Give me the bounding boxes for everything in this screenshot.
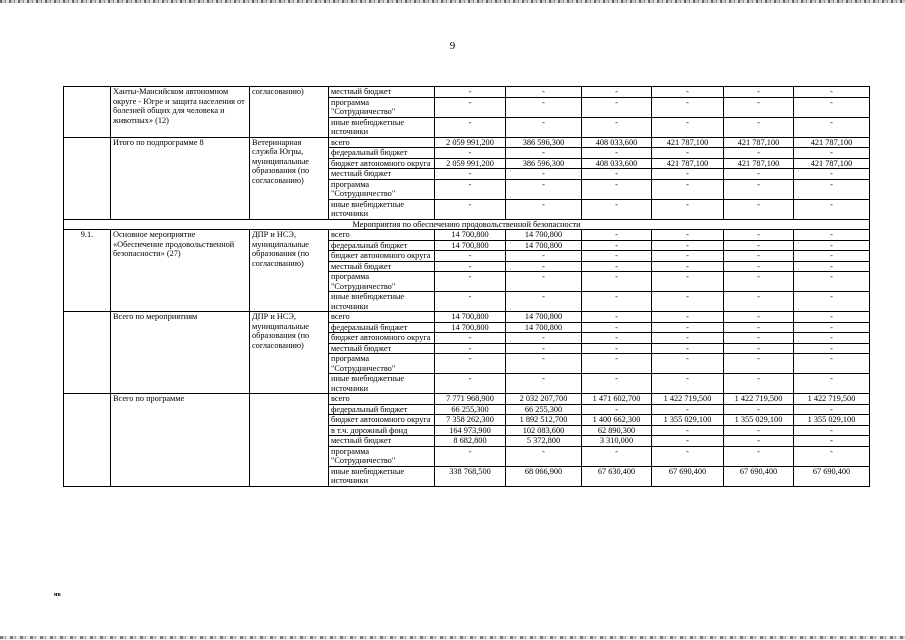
amount-cell: 5 372,800 [506, 436, 582, 447]
funding-source: местный бюджет [329, 87, 435, 98]
funding-source: всего [329, 230, 435, 241]
amount-cell: - [794, 425, 870, 436]
amount-cell: - [652, 251, 724, 262]
funding-source: федеральный бюджет [329, 322, 435, 333]
funding-source: местный бюджет [329, 261, 435, 272]
funding-source: местный бюджет [329, 343, 435, 354]
amount-cell: - [582, 354, 652, 374]
amount-cell: - [582, 251, 652, 262]
amount-cell: - [652, 148, 724, 159]
amount-cell: 338 768,500 [435, 466, 506, 486]
funding-source: всего [329, 394, 435, 405]
amount-cell: 14 700,800 [435, 312, 506, 323]
amount-cell: - [652, 374, 724, 394]
item-number [64, 394, 111, 487]
item-executor: ДПР и НСЭ, муниципальные образования (по согласованию) [250, 230, 329, 312]
amount-cell: - [506, 272, 582, 292]
amount-cell: - [794, 251, 870, 262]
amount-cell: - [506, 292, 582, 312]
amount-cell: - [506, 261, 582, 272]
amount-cell: - [506, 333, 582, 344]
amount-cell: - [435, 169, 506, 180]
amount-cell: - [652, 87, 724, 98]
amount-cell: - [652, 446, 724, 466]
funding-source: программа "Сотрудничество" [329, 354, 435, 374]
scan-edge-bottom [0, 636, 905, 639]
amount-cell: 67 630,400 [582, 466, 652, 486]
amount-cell: - [652, 425, 724, 436]
amount-cell: - [582, 148, 652, 159]
amount-cell: - [506, 251, 582, 262]
amount-cell: - [652, 272, 724, 292]
amount-cell: - [652, 240, 724, 251]
scan-edge-top [0, 0, 905, 3]
funding-source: федеральный бюджет [329, 148, 435, 159]
amount-cell: - [794, 97, 870, 117]
funding-source: бюджет автономного округа [329, 158, 435, 169]
amount-cell: - [794, 354, 870, 374]
amount-cell: - [724, 251, 794, 262]
amount-cell: - [794, 436, 870, 447]
amount-cell: - [582, 87, 652, 98]
amount-cell: 2 059 991,200 [435, 137, 506, 148]
funding-source: иные внебюджетные источники [329, 374, 435, 394]
amount-cell: - [582, 272, 652, 292]
funding-source: программа "Сотрудничество" [329, 272, 435, 292]
amount-cell: - [794, 446, 870, 466]
section-row [64, 219, 870, 230]
amount-cell: 14 700,800 [435, 240, 506, 251]
amount-cell: - [506, 179, 582, 199]
amount-cell: - [582, 230, 652, 241]
amount-cell: 408 033,600 [582, 137, 652, 148]
amount-cell: - [582, 322, 652, 333]
amount-cell: - [724, 117, 794, 137]
amount-cell: - [582, 312, 652, 323]
amount-cell: - [794, 230, 870, 241]
amount-cell: 421 787,100 [794, 137, 870, 148]
footer-code: нв [54, 592, 61, 598]
amount-cell: - [724, 87, 794, 98]
amount-cell: - [724, 446, 794, 466]
amount-cell: - [724, 333, 794, 344]
amount-cell: - [724, 374, 794, 394]
item-executor: согласованию) [250, 87, 329, 138]
amount-cell: 68 066,900 [506, 466, 582, 486]
amount-cell: - [506, 87, 582, 98]
amount-cell: 1 422 719,500 [794, 394, 870, 405]
amount-cell: - [652, 292, 724, 312]
amount-cell: - [582, 333, 652, 344]
amount-cell: 1 355 029,100 [724, 415, 794, 426]
amount-cell: - [652, 169, 724, 180]
item-name: Ханты-Мансийском автономном округе - Югре и защита населения от болезней общих для человека и животных» (12) [111, 87, 250, 138]
amount-cell: - [724, 199, 794, 219]
amount-cell: - [652, 261, 724, 272]
amount-cell: - [724, 312, 794, 323]
item-executor: ДПР и НСЭ, муниципальные образования (по согласованию) [250, 312, 329, 394]
amount-cell: 421 787,100 [724, 158, 794, 169]
amount-cell: - [794, 374, 870, 394]
table-row [64, 312, 870, 323]
amount-cell: - [794, 117, 870, 137]
amount-cell: - [435, 354, 506, 374]
amount-cell: - [435, 251, 506, 262]
amount-cell: - [652, 436, 724, 447]
amount-cell: - [724, 97, 794, 117]
amount-cell: - [582, 292, 652, 312]
amount-cell: - [724, 436, 794, 447]
funding-source: бюджет автономного округа [329, 415, 435, 426]
amount-cell: - [794, 322, 870, 333]
amount-cell: - [794, 272, 870, 292]
amount-cell: - [582, 374, 652, 394]
amount-cell: - [794, 292, 870, 312]
item-number [64, 137, 111, 219]
funding-source: программа "Сотрудничество" [329, 97, 435, 117]
budget-table [63, 86, 870, 487]
funding-source: иные внебюджетные источники [329, 466, 435, 486]
amount-cell: - [652, 117, 724, 137]
amount-cell: - [582, 117, 652, 137]
amount-cell: - [652, 179, 724, 199]
amount-cell: 1 471 602,700 [582, 394, 652, 405]
amount-cell: - [582, 261, 652, 272]
amount-cell: - [794, 404, 870, 415]
amount-cell: - [435, 261, 506, 272]
amount-cell: - [724, 354, 794, 374]
funding-source: в т.ч. дорожный фонд [329, 425, 435, 436]
amount-cell: - [794, 240, 870, 251]
amount-cell: - [652, 312, 724, 323]
amount-cell: - [435, 374, 506, 394]
amount-cell: - [724, 425, 794, 436]
amount-cell: 1 400 662,300 [582, 415, 652, 426]
amount-cell: - [506, 148, 582, 159]
amount-cell: 7 771 968,900 [435, 394, 506, 405]
amount-cell: - [724, 148, 794, 159]
amount-cell: - [652, 199, 724, 219]
amount-cell: - [582, 343, 652, 354]
amount-cell: 1 422 719,500 [724, 394, 794, 405]
funding-source: местный бюджет [329, 436, 435, 447]
amount-cell: 8 682,800 [435, 436, 506, 447]
amount-cell: - [582, 446, 652, 466]
amount-cell: - [652, 97, 724, 117]
amount-cell: - [724, 292, 794, 312]
amount-cell: 66 255,300 [435, 404, 506, 415]
item-number [64, 312, 111, 394]
amount-cell: - [506, 169, 582, 180]
amount-cell: 62 890,300 [582, 425, 652, 436]
amount-cell: - [724, 322, 794, 333]
amount-cell: - [435, 199, 506, 219]
item-name: Основное мероприятие «Обеспечение продовольственной безопасности» (27) [111, 230, 250, 312]
amount-cell: - [435, 446, 506, 466]
amount-cell: - [435, 87, 506, 98]
amount-cell: - [652, 354, 724, 374]
amount-cell: - [582, 97, 652, 117]
amount-cell: - [506, 343, 582, 354]
funding-source: всего [329, 312, 435, 323]
amount-cell: - [435, 148, 506, 159]
amount-cell: - [506, 374, 582, 394]
amount-cell: - [724, 272, 794, 292]
amount-cell: - [506, 446, 582, 466]
amount-cell: - [652, 322, 724, 333]
amount-cell: - [435, 97, 506, 117]
amount-cell: 421 787,100 [724, 137, 794, 148]
amount-cell: 14 700,800 [435, 230, 506, 241]
item-number: 9.1. [64, 230, 111, 312]
amount-cell: - [794, 148, 870, 159]
amount-cell: - [724, 169, 794, 180]
table-row [64, 230, 870, 241]
table-row [64, 87, 870, 98]
amount-cell: 386 596,300 [506, 158, 582, 169]
table-row [64, 394, 870, 405]
amount-cell: - [582, 179, 652, 199]
amount-cell: 164 973,900 [435, 425, 506, 436]
amount-cell: 14 700,800 [506, 230, 582, 241]
amount-cell: 1 892 512,700 [506, 415, 582, 426]
amount-cell: - [794, 343, 870, 354]
amount-cell: 421 787,100 [652, 137, 724, 148]
item-number [64, 87, 111, 138]
amount-cell: - [582, 169, 652, 180]
amount-cell: 1 355 029,100 [794, 415, 870, 426]
amount-cell: - [506, 117, 582, 137]
amount-cell: - [724, 404, 794, 415]
amount-cell: - [435, 292, 506, 312]
amount-cell: - [724, 179, 794, 199]
amount-cell: 14 700,800 [506, 240, 582, 251]
amount-cell: 102 083,600 [506, 425, 582, 436]
funding-source: всего [329, 137, 435, 148]
funding-source: бюджет автономного округа [329, 251, 435, 262]
page-number: 9 [449, 40, 456, 52]
amount-cell: 408 033,600 [582, 158, 652, 169]
amount-cell: - [506, 199, 582, 219]
amount-cell: 14 700,800 [435, 322, 506, 333]
amount-cell: 67 690,400 [724, 466, 794, 486]
amount-cell: - [435, 179, 506, 199]
item-name: Итого по подпрограмме 8 [111, 137, 250, 219]
amount-cell: - [506, 354, 582, 374]
amount-cell: 67 690,400 [794, 466, 870, 486]
amount-cell: 2 059 991,200 [435, 158, 506, 169]
amount-cell: - [652, 404, 724, 415]
budget-table-body [64, 87, 870, 487]
amount-cell: - [582, 240, 652, 251]
amount-cell: - [435, 333, 506, 344]
amount-cell: 66 255,300 [506, 404, 582, 415]
amount-cell: - [435, 343, 506, 354]
amount-cell: 1 355 029,100 [652, 415, 724, 426]
amount-cell: 67 690,400 [652, 466, 724, 486]
funding-source: программа "Сотрудничество" [329, 179, 435, 199]
amount-cell: 14 700,800 [506, 312, 582, 323]
amount-cell: - [794, 333, 870, 344]
section-title: Мероприятия по обеспечению продовольственной безопасности [64, 219, 870, 230]
amount-cell: - [724, 343, 794, 354]
amount-cell: - [582, 199, 652, 219]
funding-source: федеральный бюджет [329, 240, 435, 251]
amount-cell: 2 032 207,700 [506, 394, 582, 405]
funding-source: федеральный бюджет [329, 404, 435, 415]
amount-cell: 1 422 719,500 [652, 394, 724, 405]
funding-source: местный бюджет [329, 169, 435, 180]
amount-cell: - [724, 240, 794, 251]
item-name: Всего по мероприятиям [111, 312, 250, 394]
funding-source: бюджет автономного округа [329, 333, 435, 344]
item-executor [250, 394, 329, 487]
table-row [64, 137, 870, 148]
amount-cell: - [582, 404, 652, 415]
amount-cell: - [794, 261, 870, 272]
amount-cell: - [652, 333, 724, 344]
amount-cell: - [794, 179, 870, 199]
amount-cell: 7 358 262,300 [435, 415, 506, 426]
item-executor: Ветеринарная служба Югры, муниципальные образования (по согласованию) [250, 137, 329, 219]
amount-cell: - [794, 199, 870, 219]
amount-cell: - [652, 343, 724, 354]
funding-source: иные внебюджетные источники [329, 199, 435, 219]
amount-cell: 421 787,100 [652, 158, 724, 169]
amount-cell: - [794, 312, 870, 323]
funding-source: программа "Сотрудничество" [329, 446, 435, 466]
funding-source: иные внебюджетные источники [329, 117, 435, 137]
amount-cell: - [724, 230, 794, 241]
funding-source: иные внебюджетные источники [329, 292, 435, 312]
amount-cell: 421 787,100 [794, 158, 870, 169]
amount-cell: - [435, 117, 506, 137]
amount-cell: 386 596,300 [506, 137, 582, 148]
amount-cell: 14 700,800 [506, 322, 582, 333]
amount-cell: - [435, 272, 506, 292]
amount-cell: - [724, 261, 794, 272]
amount-cell: 3 310,000 [582, 436, 652, 447]
amount-cell: - [794, 169, 870, 180]
item-name: Всего по программе [111, 394, 250, 487]
amount-cell: - [794, 87, 870, 98]
amount-cell: - [506, 97, 582, 117]
amount-cell: - [652, 230, 724, 241]
